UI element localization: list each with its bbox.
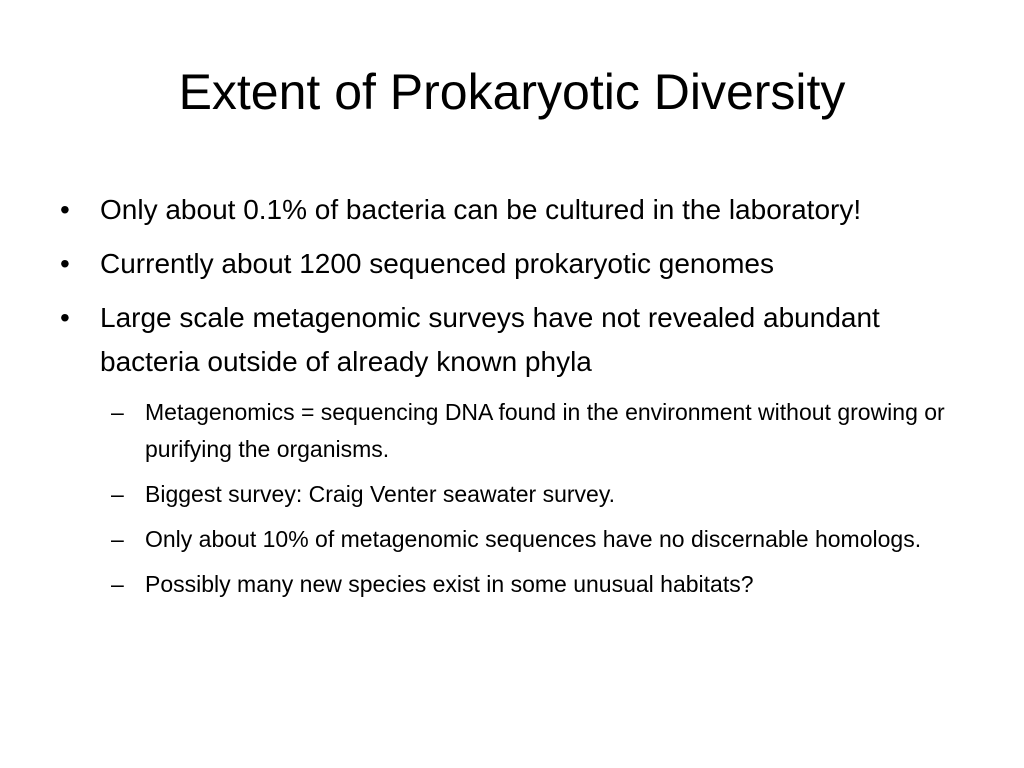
bullet-text: Only about 0.1% of bacteria can be cultured in the laboratory!	[100, 194, 862, 225]
sub-bullet-text: Biggest survey: Craig Venter seawater survey.	[145, 481, 616, 507]
sub-bullet-text: Only about 10% of metagenomic sequences have no discernable homologs.	[145, 526, 922, 552]
slide-title: Extent of Prokaryotic Diversity	[178, 64, 846, 120]
bullet-icon: •	[60, 194, 70, 225]
bullet-item	[60, 188, 990, 232]
dash-icon: –	[111, 399, 124, 425]
bullet-text: Large scale metagenomic surveys have not revealed abundant bacteria outside of already known phyla	[100, 302, 880, 377]
sub-bullet-item	[111, 394, 990, 468]
dash-icon: –	[111, 571, 124, 597]
bullet-item	[60, 242, 990, 286]
sub-bullet-item	[111, 566, 990, 603]
bullet-item	[60, 296, 990, 384]
sub-bullet-item	[111, 521, 990, 558]
sub-bullet-item	[111, 476, 990, 513]
sub-bullet-text: Metagenomics = sequencing DNA found in the environment without growing or purifying the organisms.	[145, 399, 945, 462]
bullet-icon: •	[60, 302, 70, 333]
bullet-icon: •	[60, 248, 70, 279]
dash-icon: –	[111, 526, 124, 552]
slide-body	[60, 188, 990, 611]
bullet-text: Currently about 1200 sequenced prokaryotic genomes	[100, 248, 774, 279]
dash-icon: –	[111, 481, 124, 507]
sub-bullet-text: Possibly many new species exist in some unusual habitats?	[145, 571, 754, 597]
